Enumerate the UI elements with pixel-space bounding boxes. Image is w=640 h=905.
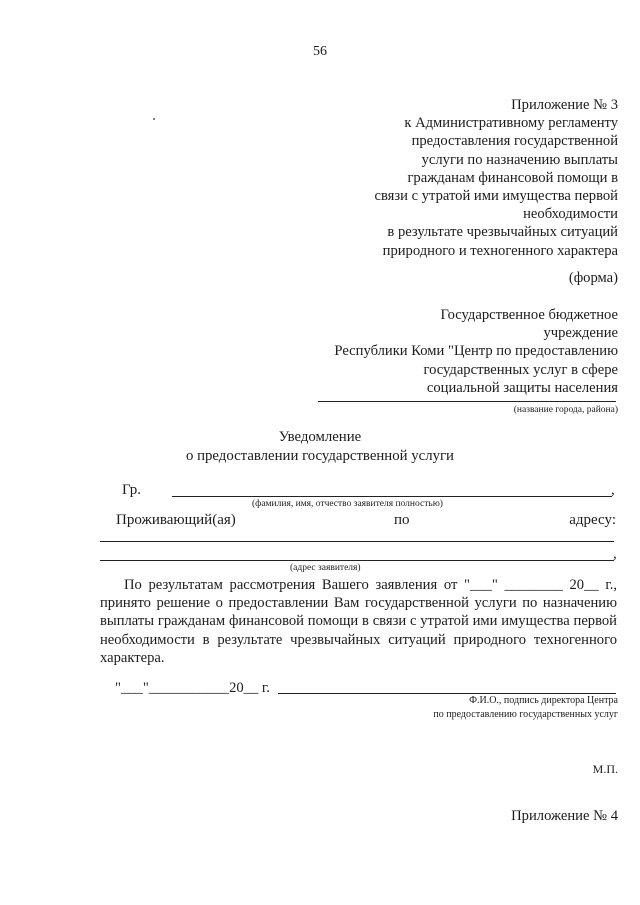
page-number: 56 xyxy=(313,44,327,59)
citizen-comma: , xyxy=(611,482,615,498)
appendix-line: предоставления государственной xyxy=(411,133,618,150)
document-title xyxy=(0,428,640,466)
appendix-line: связи с утратой ими имущества первой xyxy=(374,188,618,205)
address-field-line-2 xyxy=(100,560,614,561)
appendix-line: к Административному регламенту xyxy=(404,115,618,132)
scan-speck xyxy=(153,118,155,120)
addressee-line: государственных услуг в сфере xyxy=(423,361,618,378)
seal-mark: М.П. xyxy=(592,762,618,776)
appendix-line: гражданам финансовой помощи в xyxy=(407,169,618,186)
appendix-line: услуги по назначению выплаты xyxy=(421,151,618,168)
form-mark: (форма) xyxy=(568,270,618,286)
residing-label: Проживающий(ая) xyxy=(116,512,236,528)
address-field-line-1 xyxy=(100,541,614,542)
city-district-field xyxy=(318,401,616,402)
city-district-caption: (название города, района) xyxy=(513,405,618,415)
appendix-header xyxy=(318,96,618,260)
notification-body: По результатам рассмотрения Вашего заявления от "___" ________ 20__ г., принято решение о предоставлении Вам государственной услуги по назначению выплаты гражданам финансовой помощи в связи с утратой ими имущества первой необходимости в результате чрезвычайных ситуаций природного техногенного характера. xyxy=(100,577,617,666)
citizen-name-caption: (фамилия, имя, отчество заявителя полностью) xyxy=(252,499,443,509)
signature-caption-line-1: Ф.И.О., подпись директора Центра xyxy=(469,695,618,706)
addressee-block xyxy=(298,306,618,397)
signature-date: "___"___________20__ г. xyxy=(115,680,270,696)
residing-po: по xyxy=(394,512,410,528)
addressee-line: социальной защиты населения xyxy=(426,379,618,396)
residing-address-word: адресу: xyxy=(569,512,616,528)
appendix-line: необходимости xyxy=(523,206,618,223)
address-comma: , xyxy=(613,546,617,562)
next-appendix-heading: Приложение № 4 xyxy=(511,808,618,824)
address-caption: (адрес заявителя) xyxy=(290,563,361,573)
title-subline: о предоставлении государственной услуги xyxy=(186,448,454,464)
citizen-label: Гр. xyxy=(122,482,141,498)
appendix-line: в результате чрезвычайных ситуаций xyxy=(387,224,618,241)
addressee-line: Государственное бюджетное xyxy=(440,307,618,323)
appendix-line: природного и техногенного характера xyxy=(382,242,618,259)
signature-field xyxy=(278,693,616,694)
title-line: Уведомление xyxy=(278,429,362,445)
citizen-name-field xyxy=(172,496,612,497)
signature-caption-line-2: по предоставлению государственных услуг xyxy=(433,709,618,720)
appendix-line: Приложение № 3 xyxy=(511,97,618,113)
addressee-line: учреждение xyxy=(543,325,618,342)
addressee-line: Республики Коми "Центр по предоставлению xyxy=(334,343,618,360)
